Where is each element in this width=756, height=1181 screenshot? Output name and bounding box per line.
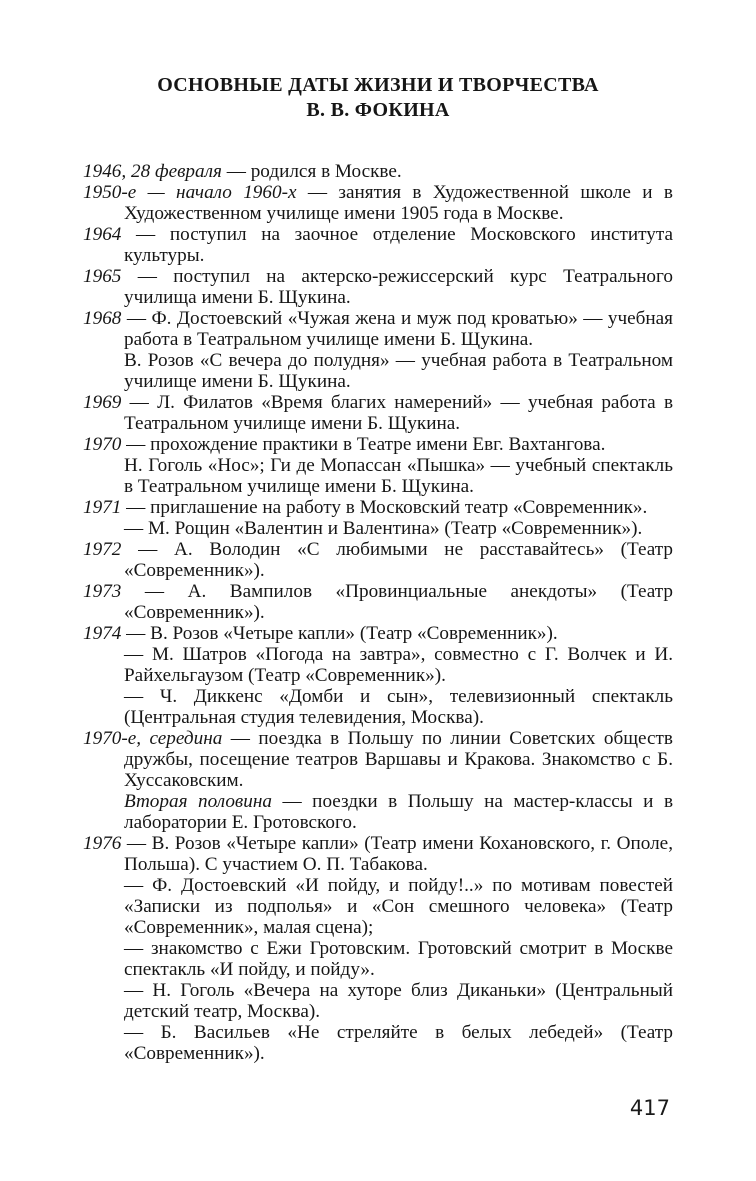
entry-year: 1971 [83, 497, 122, 518]
entry-paragraph: 1946, 28 февраля — родился в Москве. [83, 161, 402, 182]
chronology-entry [83, 581, 673, 623]
entry-year: 1964 [83, 224, 122, 245]
entry-year: 1970-е, середина [83, 728, 223, 749]
entry-paragraph: 1973 — А. Вампилов «Провинциальные анекдоты» (Театр «Современник»). [83, 581, 673, 623]
chronology-entry [83, 224, 673, 266]
entry-subparagraph: — знакомство с Ежи Гротовским. Гротовский смотрит в Москве спектакль «И пойду, и пойду». [124, 938, 673, 980]
entry-paragraph: 1969 — Л. Филатов «Время благих намерений» — учебная работа в Театральном училище имени Б. Щукина. [83, 392, 673, 434]
chronology-entry [83, 266, 673, 308]
chronology-entry [83, 728, 673, 833]
page-title-line-2: В. В. ФОКИНА [306, 99, 450, 121]
chronology-entry [83, 833, 673, 1064]
entry-paragraph: 1971 — приглашение на работу в Московский театр «Современник». [83, 497, 648, 518]
chronology-entry [83, 161, 673, 182]
entry-paragraph: 1976 — В. Розов «Четыре капли» (Театр имени Кохановского, г. Ополе, Польша). С участием О. П. Табакова. [83, 833, 673, 875]
entry-subparagraph: В. Розов «С вечера до полудня» — учебная работа в Театральном училище имени Б. Щукина. [124, 350, 673, 392]
entry-subparagraph: — Н. Гоголь «Вечера на хуторе близ Диканьки» (Центральный детский театр, Москва). [124, 980, 673, 1022]
entry-paragraph: 1968 — Ф. Достоевский «Чужая жена и муж под кроватью» — учебная работа в Театральном училище имени Б. Щукина. [83, 308, 673, 350]
entry-year: 1972 [83, 539, 122, 560]
chronology-entry [83, 434, 673, 497]
chronology-entry [83, 623, 673, 728]
chronology-entry [83, 539, 673, 581]
entry-year: 1969 [83, 392, 122, 413]
entry-paragraph: 1950-е — начало 1960-х — занятия в Художественной школе и в Художественном училище имени 1905 года в Москве. [83, 182, 673, 224]
entry-paragraph: 1964 — поступил на заочное отделение Московского института культуры. [83, 224, 673, 266]
entry-paragraph: 1965 — поступил на актерско-режиссерский курс Театрального училища имени Б. Щукина. [83, 266, 673, 308]
entry-paragraph: 1974 — В. Розов «Четыре капли» (Театр «Современник»). [83, 623, 558, 644]
entry-year: 1946, 28 февраля [83, 161, 222, 182]
entry-subparagraph: — М. Рощин «Валентин и Валентина» (Театр «Современник»). [124, 518, 643, 539]
entry-subparagraph: — Б. Васильев «Не стреляйте в белых лебедей» (Театр «Современник»). [124, 1022, 673, 1064]
entry-subparagraph: — М. Шатров «Погода на завтра», совместно с Г. Волчек и И. Райхельгаузом (Театр «Современник»). [124, 644, 673, 686]
entry-year: 1976 [83, 833, 122, 854]
entry-subparagraph: Н. Гоголь «Нос»; Ги де Мопассан «Пышка» — учебный спектакль в Театральном училище имени Б. Щукина. [124, 455, 673, 497]
entry-year: 1968 [83, 308, 122, 329]
entry-subparagraph: — Ф. Достоевский «И пойду, и пойду!..» по мотивам повестей «Записки из подполья» и «Сон смешного человека» (Театр «Современник», малая сцена); [124, 875, 673, 938]
chronology-entry [83, 182, 673, 224]
entry-paragraph: 1970 — прохождение практики в Театре имени Евг. Вахтангова. [83, 434, 606, 455]
page-title [0, 0, 756, 123]
page-number: 417 [629, 1096, 670, 1120]
subentry-lead: Вторая половина [124, 791, 272, 812]
entry-year: 1965 [83, 266, 122, 287]
chronology-entry [83, 497, 673, 539]
page-title-line-1: ОСНОВНЫЕ ДАТЫ ЖИЗНИ И ТВОРЧЕСТВА [157, 74, 599, 96]
entry-paragraph: 1970-е, середина — поездка в Польшу по линии Советских обществ дружбы, посещение театров Варшавы и Кракова. Знакомство с Б. Хуссаковским. [83, 728, 673, 791]
entry-subparagraph: Вторая половина — поездки в Польшу на мастер-классы и в лаборатории Е. Гротовского. [124, 791, 674, 833]
chronology-entry [83, 392, 673, 434]
entry-year: 1973 [83, 581, 122, 602]
entry-subparagraph: — Ч. Диккенс «Домби и сын», телевизионный спектакль (Центральная студия телевидения, Москва). [124, 686, 673, 728]
chronology-entry [83, 308, 673, 392]
entry-year: 1950-е — начало 1960-х [83, 182, 297, 203]
chronology-list [83, 161, 673, 1064]
entry-year: 1970 [83, 434, 122, 455]
entry-year: 1974 [83, 623, 122, 644]
entry-paragraph: 1972 — А. Володин «С любимыми не расставайтесь» (Театр «Современник»). [83, 539, 673, 581]
